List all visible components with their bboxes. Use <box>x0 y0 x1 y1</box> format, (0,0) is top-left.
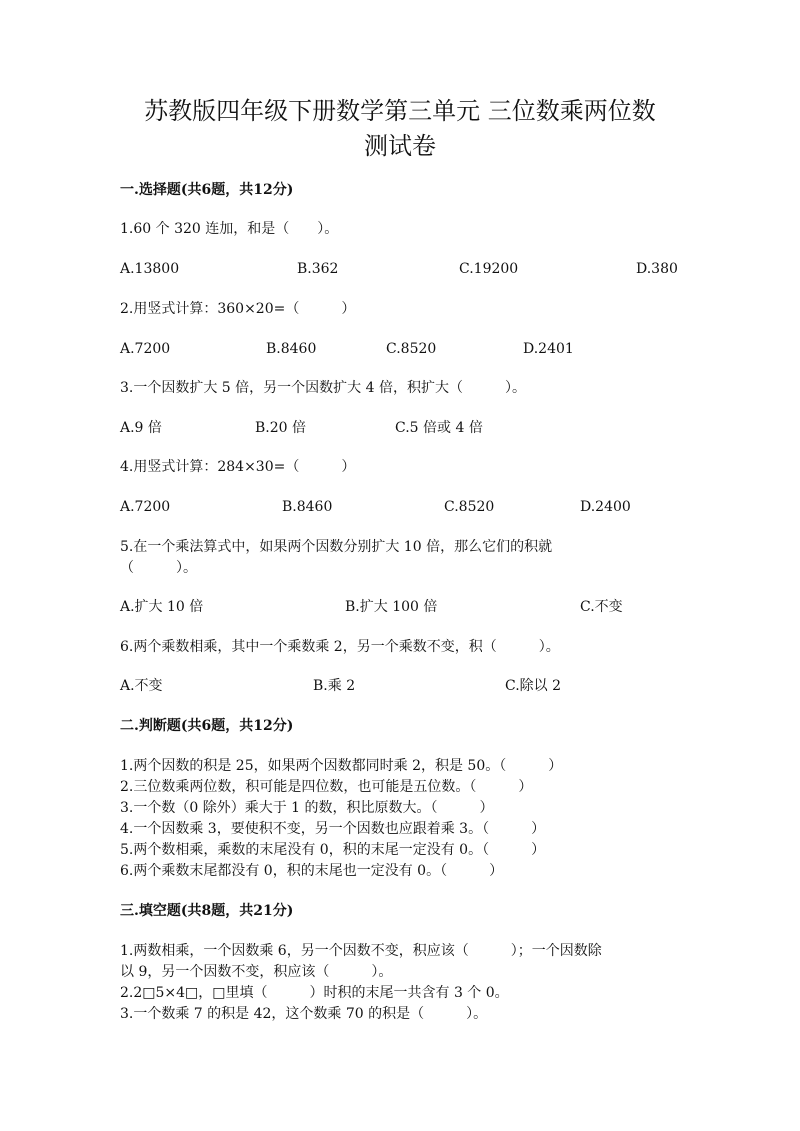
section-heading-choice: 一.选择题(共6题，共12分) <box>120 182 294 198</box>
question-3: 3.一个因数扩大 5 倍，另一个因数扩大 4 倍，积扩大（ ）。 <box>120 380 526 396</box>
question-2: 2.用竖式计算：360×20=（ ） <box>120 301 356 317</box>
question-4: 4.用竖式计算：284×30=（ ） <box>120 459 356 475</box>
question-6: 6.两个乘数相乘，其中一个乘数乘 2，另一个乘数不变，积（ ）。 <box>120 639 560 655</box>
judgment-item-5: 5.两个数相乘，乘数的末尾没有 0，积的末尾一定没有 0。（ ） <box>120 842 546 858</box>
q4-option-a: A.7200 <box>120 499 171 515</box>
q3-option-a: A.9 倍 <box>120 420 162 436</box>
q2-option-d: D.2401 <box>523 341 574 357</box>
q1-option-a: A.13800 <box>120 261 180 277</box>
q5-option-c: C.不变 <box>580 599 623 615</box>
page-title: 苏教版四年级下册数学第三单元 三位数乘两位数 <box>144 97 656 125</box>
q4-option-b: B.8460 <box>282 499 333 515</box>
judgment-item-1: 1.两个因数的积是 25，如果两个因数都同时乘 2，积是 50。（ ） <box>120 758 563 774</box>
q2-option-b: B.8460 <box>266 341 317 357</box>
judgment-item-3: 3.一个数（0 除外）乘大于 1 的数，积比原数大。（ ） <box>120 800 494 816</box>
q3-option-b: B.20 倍 <box>255 420 307 436</box>
judgment-item-2: 2.三位数乘两位数，积可能是四位数，也可能是五位数。（ ） <box>120 779 533 795</box>
q1-option-b: B.362 <box>297 261 339 277</box>
question-1: 1.60 个 320 连加，和是（ ）。 <box>120 221 339 237</box>
question-5-line2: （ ）。 <box>120 560 197 576</box>
q6-option-c: C.除以 2 <box>505 678 562 694</box>
section-heading-judgment: 二.判断题(共6题，共12分) <box>120 718 294 734</box>
q4-option-d: D.2400 <box>580 499 631 515</box>
q2-option-c: C.8520 <box>386 341 437 357</box>
question-5: 5.在一个乘法算式中，如果两个因数分别扩大 10 倍，那么它们的积就 <box>120 539 553 555</box>
fill-item-1: 1.两数相乘，一个因数乘 6，另一个因数不变，积应该（ ）；一个因数除 <box>120 943 602 959</box>
fill-item-3: 3.一个数乘 7 的积是 42，这个数乘 70 的积是（ ）。 <box>120 1006 488 1022</box>
q1-option-d: D.380 <box>636 261 678 277</box>
q2-option-a: A.7200 <box>120 341 171 357</box>
q5-option-b: B.扩大 100 倍 <box>345 599 438 615</box>
q6-option-b: B.乘 2 <box>313 678 356 694</box>
fill-item-1-line2: 以 9，另一个因数不变，积应该（ ）。 <box>120 964 393 980</box>
judgment-item-6: 6.两个乘数末尾都没有 0，积的末尾也一定没有 0。（ ） <box>120 863 504 879</box>
q5-option-a: A.扩大 10 倍 <box>120 599 204 615</box>
q6-option-a: A.不变 <box>120 678 163 694</box>
judgment-item-4: 4.一个因数乘 3，要使积不变，另一个因数也应跟着乘 3。（ ） <box>120 821 546 837</box>
fill-item-2: 2.2□5×4□，□里填（ ）时积的末尾一共含有 3 个 0。 <box>120 985 509 1001</box>
q4-option-c: C.8520 <box>444 499 495 515</box>
page-title-line2: 测试卷 <box>364 132 436 160</box>
q1-option-c: C.19200 <box>459 261 519 277</box>
section-heading-fill: 三.填空题(共8题，共21分) <box>120 903 294 919</box>
q3-option-c: C.5 倍或 4 倍 <box>395 420 483 436</box>
